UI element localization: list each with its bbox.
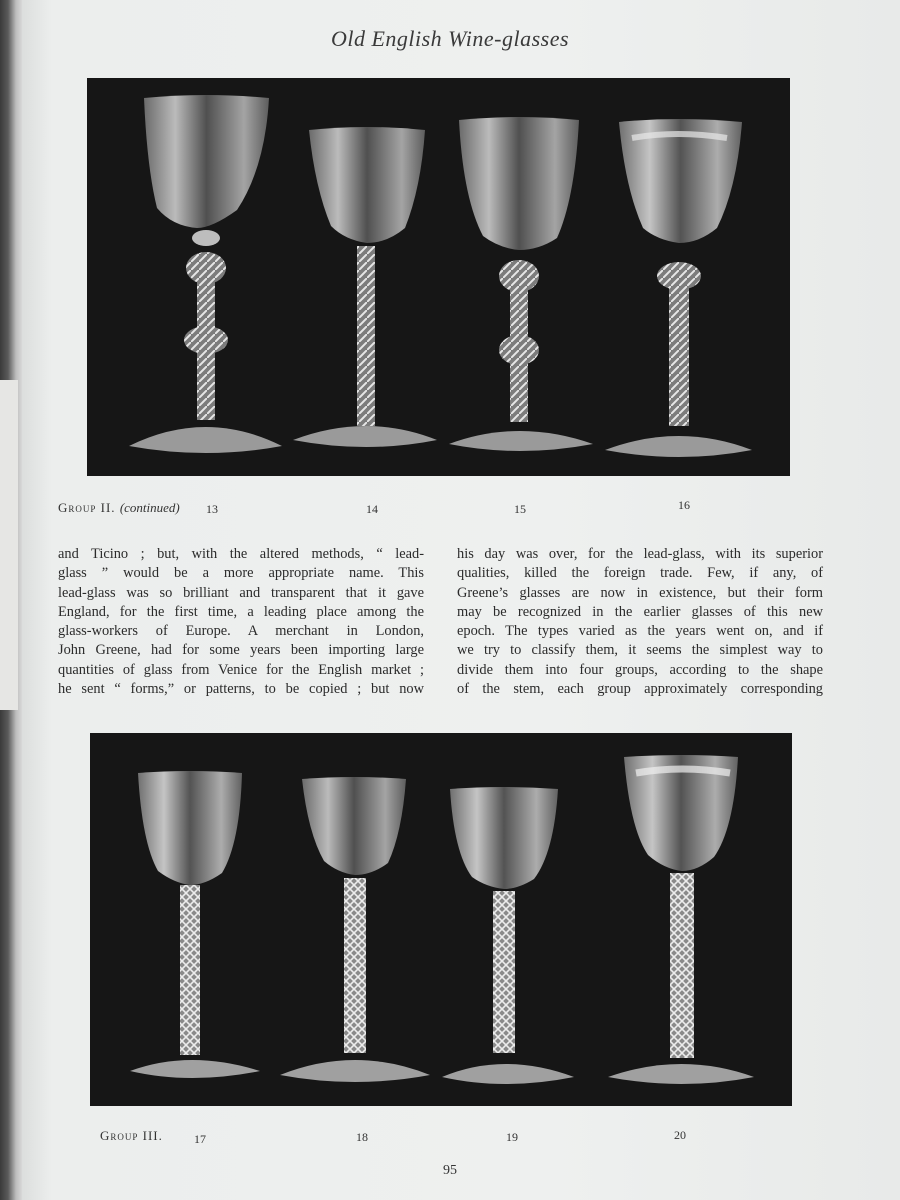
text-line: lead-glass was so brilliant and transparent that it gave [58, 584, 424, 601]
text-line: his day was over, for the lead-glass, with its superior [457, 546, 823, 562]
page-number: 95 [443, 1163, 457, 1178]
text-line: England, for the first time, a leading place among the [58, 603, 424, 620]
text-line: glass-workers of Europe. A merchant in London, [58, 623, 424, 640]
glass-19 [442, 787, 574, 1084]
text-line: Greene’s glasses are now in existence, but their form [457, 584, 823, 601]
glass-14 [293, 127, 437, 447]
glass-number-15: 15 [514, 502, 526, 516]
text-line: may be recognized in the earlier glasses of this new [457, 603, 823, 620]
body-text-right-column [457, 545, 823, 699]
glass-number-14: 14 [366, 502, 378, 516]
body-text-left-column [58, 545, 424, 699]
running-head: Old English Wine-glasses [330, 26, 570, 51]
text-line: John Greene, had for some years been importing large [58, 642, 424, 659]
caption-continued-note: (continued) [119, 500, 180, 515]
text-line: epoch. The types varied as the years went on, and if [457, 623, 823, 640]
glass-16 [605, 119, 752, 457]
text-line: we try to classify them, it seems the simplest way to [457, 642, 823, 659]
text-line: he sent “ forms,” or patterns, to be copied ; but now [58, 681, 424, 698]
glass-15 [449, 117, 593, 451]
glass-number-13: 13 [206, 502, 218, 516]
glass-number-16: 16 [678, 498, 690, 512]
glass-number-17: 17 [194, 1132, 206, 1146]
caption-group-label: Group II. [58, 500, 116, 515]
caption-group-2 [58, 500, 180, 516]
text-line: divide them into four groups, according to the shape [457, 661, 823, 678]
wine-glasses-13-16-photo [87, 78, 790, 476]
glass-number-20: 20 [674, 1128, 686, 1142]
glass-17 [130, 771, 260, 1078]
glass-13 [129, 95, 282, 453]
caption-group-3: Group III. [100, 1128, 163, 1143]
glass-18 [280, 777, 430, 1082]
text-line: of the stem, each group approximately corresponding [457, 681, 823, 698]
photo-plate-group-3 [90, 733, 792, 1106]
photo-plate-group-2 [87, 78, 790, 476]
wine-glasses-17-20-photo [90, 733, 792, 1106]
glass-20 [608, 755, 754, 1084]
previous-page-edge [0, 380, 18, 710]
glass-number-18: 18 [356, 1130, 368, 1144]
text-line: quantities of glass from Venice for the English market ; [58, 661, 424, 678]
text-line: qualities, killed the foreign trade. Few, if any, of [457, 565, 823, 582]
text-line: glass ” would be a more appropriate name. This [58, 565, 424, 582]
text-line: and Ticino ; but, with the altered methods, “ lead- [58, 546, 424, 562]
glass-number-19: 19 [506, 1130, 518, 1144]
